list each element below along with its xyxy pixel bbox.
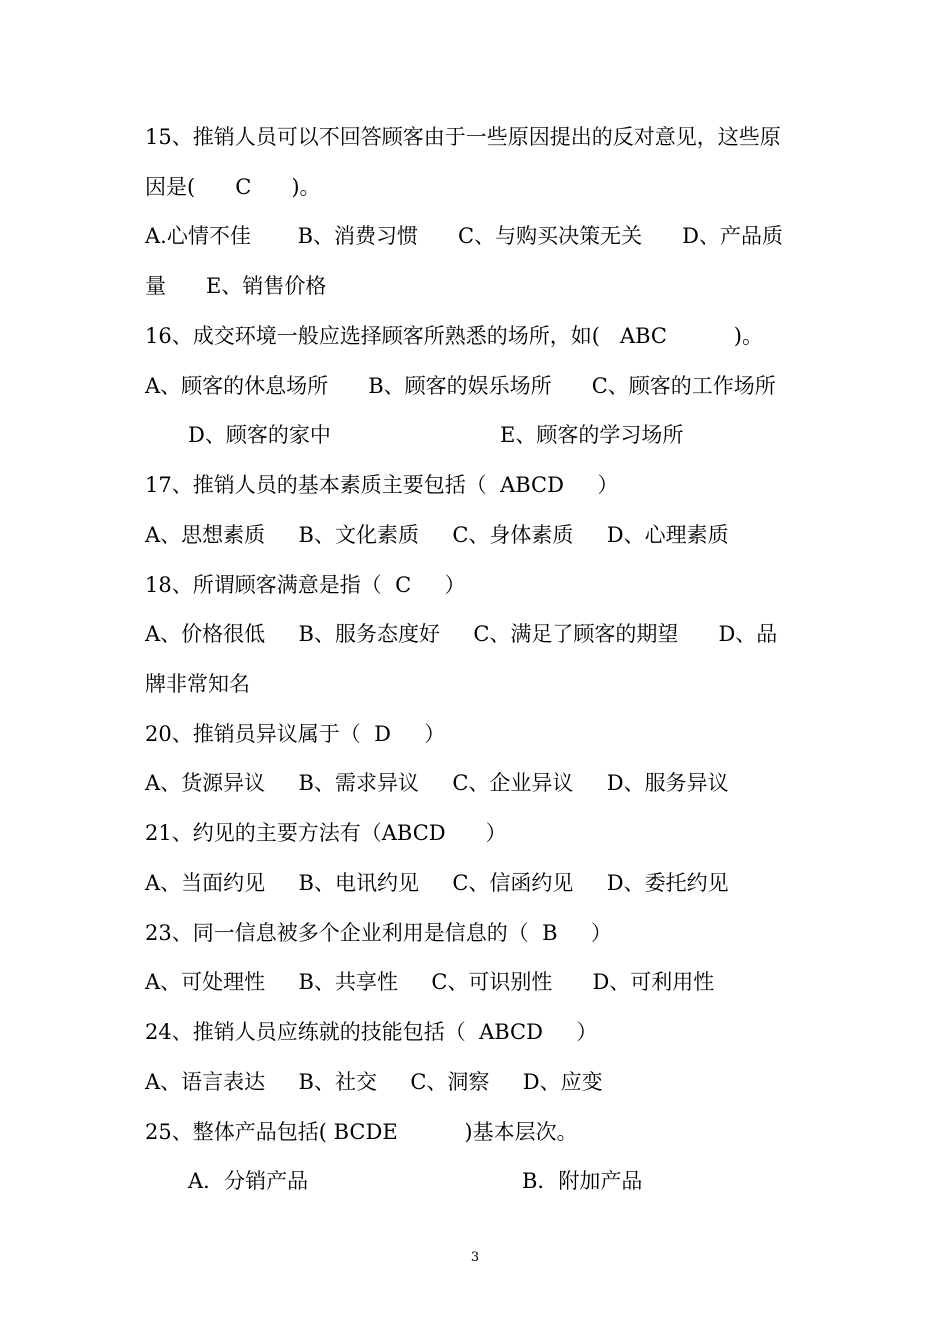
option-16-e: E、顾客的学习场所: [500, 423, 684, 447]
question-21: 21、约见的主要方法有（ABCD ）: [145, 821, 507, 845]
question-15-options-line-2: 量 E、销售价格: [145, 274, 327, 298]
question-15-line-1: 15、推销人员可以不回答顾客由于一些原因提出的反对意见，这些原: [145, 125, 781, 149]
option-16-d: D、顾客的家中: [188, 423, 331, 447]
question-16-options-line-1: A、顾客的休息场所 B、顾客的娱乐场所 C、顾客的工作场所: [145, 374, 776, 398]
question-16-options-line-2: [188, 420, 748, 450]
question-25: 25、整体产品包括( BCDE )基本层次。: [145, 1120, 578, 1144]
question-16: 16、成交环境一般应选择顾客所熟悉的场所，如( ABC )。: [145, 324, 763, 348]
question-24-options: A、语言表达 B、社交 C、洞察 D、应变: [145, 1070, 603, 1094]
question-18: 18、所谓顾客满意是指（ C ）: [145, 573, 466, 597]
question-15-options-line-1: A.心情不佳 B、消费习惯 C、与购买决策无关 D、产品质: [145, 224, 784, 248]
question-24: 24、推销人员应练就的技能包括（ ABCD ）: [145, 1020, 598, 1044]
question-21-options: A、当面约见 B、电讯约见 C、信函约见 D、委托约见: [145, 871, 729, 895]
question-17: 17、推销人员的基本素质主要包括（ ABCD ）: [145, 473, 619, 497]
question-15-line-2: 因是( C )。: [145, 175, 321, 199]
question-17-options: A、思想素质 B、文化素质 C、身体素质 D、心理素质: [145, 523, 729, 547]
question-20-options: A、货源异议 B、需求异议 C、企业异议 D、服务异议: [145, 771, 729, 795]
question-23: 23、同一信息被多个企业利用是信息的（ B ）: [145, 921, 612, 945]
question-18-options-line-1: A、价格很低 B、服务态度好 C、满足了顾客的期望 D、品: [145, 622, 778, 646]
question-20: 20、推销员异议属于（ D ）: [145, 722, 446, 746]
question-25-options: [188, 1166, 748, 1196]
question-23-options: A、可处理性 B、共享性 C、可识别性 D、可利用性: [145, 970, 715, 994]
option-25-a: A．分销产品: [188, 1169, 309, 1193]
option-25-b: B．附加产品: [522, 1169, 643, 1193]
question-18-options-line-2: 牌非常知名: [145, 672, 250, 696]
page-number: 3: [470, 1250, 480, 1265]
